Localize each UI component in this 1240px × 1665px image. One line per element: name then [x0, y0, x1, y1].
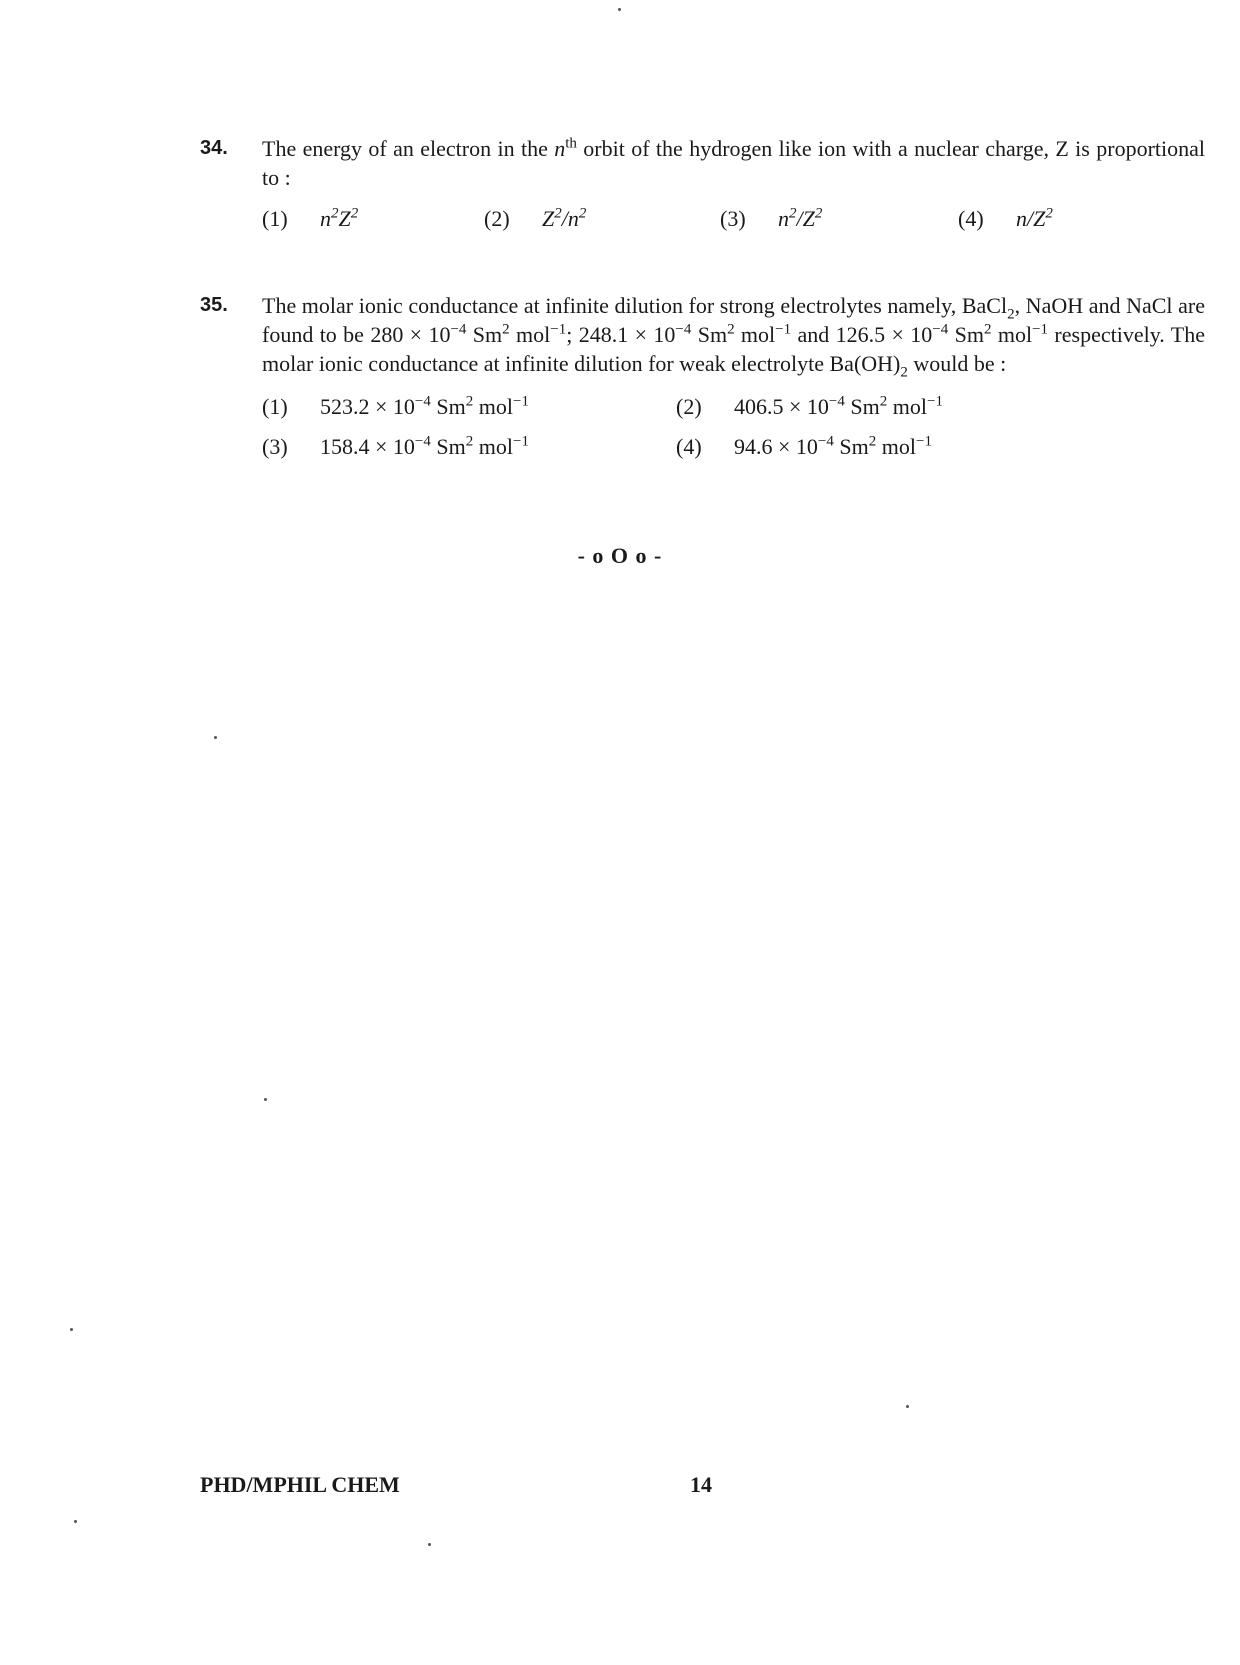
options-row-2 — [200, 432, 1205, 468]
question-34 — [200, 134, 1205, 236]
scan-speckle — [906, 1405, 909, 1408]
page-number: 14 — [690, 1472, 712, 1497]
option-2: (2) $Z^2/n^2$ — [484, 205, 587, 231]
option-3: (3) $158.4 \times 10^{-4}$ Sm$^2$ mol$^{-1}$ — [262, 433, 529, 459]
scan-speckle — [618, 8, 621, 11]
option-1: (1) $523.2 \times 10^{-4}$ Sm$^2$ mol$^{-1}$ — [262, 393, 529, 419]
option-2: (2) $406.5 \times 10^{-4}$ Sm$^2$ mol$^{-1}$ — [676, 393, 943, 419]
question-number: 35. — [200, 294, 228, 316]
question-35 — [200, 291, 1205, 468]
paper-code: PHD/MPHIL CHEM — [200, 1472, 400, 1497]
option-4: (4) $94.6 \times 10^{-4}$ Sm$^2$ mol$^{-1}$ — [676, 433, 932, 459]
scan-speckle — [214, 736, 217, 739]
scan-speckle — [74, 1520, 77, 1523]
option-4: (4) $n/Z^2$ — [958, 205, 1053, 231]
scan-speckle — [264, 1098, 267, 1101]
scan-speckle — [428, 1543, 431, 1546]
option-1: (1) $n^2Z^2$ — [262, 205, 359, 231]
option-3: (3) $n^2/Z^2$ — [720, 205, 823, 231]
end-of-paper-mark: - o O o - — [577, 543, 663, 568]
options-row-1 — [200, 392, 1205, 428]
scan-speckle — [70, 1328, 73, 1331]
question-text: The energy of an electron in the $n^{th}$ orbit of the hydrogen like ion with a nuclear charge, Z is proportional to : — [262, 135, 1205, 190]
options-row — [200, 204, 1205, 236]
question-text: The molar ionic conductance at infinite dilution for strong electrolytes namely, BaCl$_2$, NaOH and NaCl are found to be $280 \times 10^{-4}$ Sm$^2$ mol$^{-1}$; $248.1 \times 10^{-4}$ Sm$^2$ mol$^{-1}$ and $126.5 \times 10^{-4}$ Sm$^2$ mol$^{-1}$ respectively. The molar ionic conductance at infinite dilution for weak electrolyte $Ba(OH)_2$ would be : — [262, 293, 1205, 381]
question-number: 34. — [200, 137, 228, 159]
